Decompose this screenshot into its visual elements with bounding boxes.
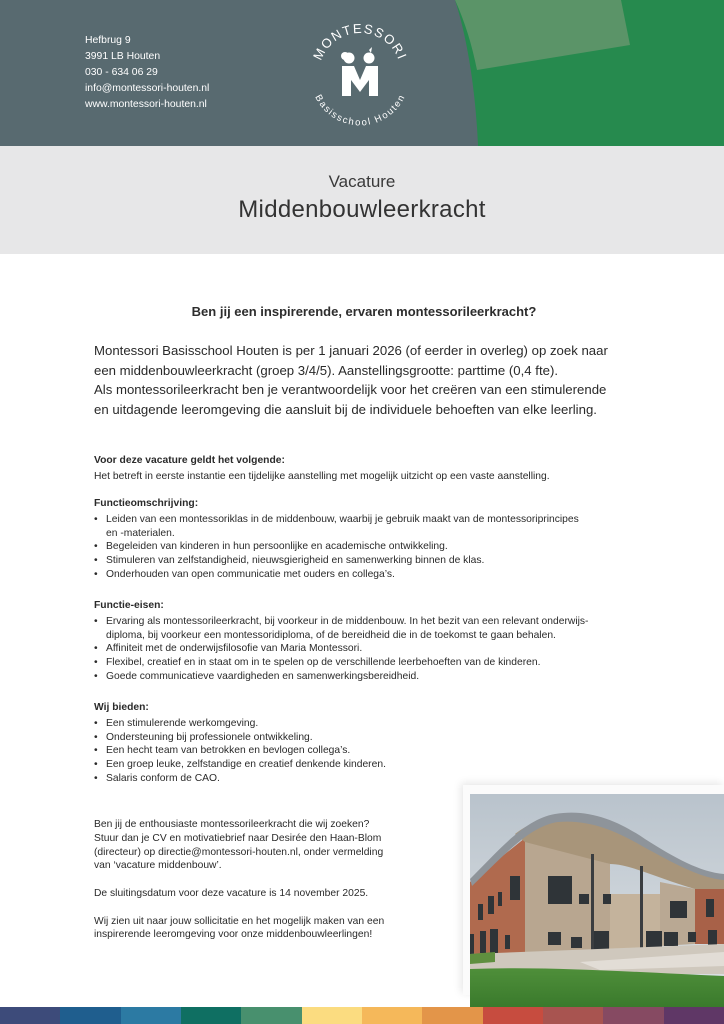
list-item: • Onderhouden van open communicatie met ouders en collega’s. bbox=[94, 568, 654, 582]
color-swatch bbox=[543, 1007, 603, 1024]
list-item: • Stimuleren van zelfstandigheid, nieuwsgierigheid en samenwerking binnen de klas. bbox=[94, 554, 654, 568]
address-phone[interactable]: 030 - 634 06 29 bbox=[85, 67, 158, 78]
closing-section bbox=[94, 818, 454, 956]
outro-paragraph: Wij zien uit naar jouw sollicitatie en het mogelijk maken van een inspirerende leeromgeving voor onze middenbouwleerlingen! bbox=[94, 915, 385, 941]
list-item: • Goede communicatieve vaardigheden en samenwerkingsbereidheid. bbox=[94, 670, 654, 684]
lead-heading: Ben jij een inspirerende, ervaren montessorileerkracht? bbox=[191, 304, 537, 319]
color-swatch bbox=[483, 1007, 543, 1024]
color-swatch bbox=[60, 1007, 120, 1024]
list-item: • Ervaring als montessorileerkracht, bij voorkeur in de middenbouw. In het bezit van een relevant onderwijs- diploma, bij voorkeur een montessoridiploma, of de bereidheid die in de toekomst te gaan behalen. bbox=[94, 615, 654, 643]
description-section bbox=[94, 497, 654, 582]
color-swatch bbox=[603, 1007, 663, 1024]
color-swatch bbox=[302, 1007, 362, 1024]
description-list bbox=[94, 513, 654, 582]
offer-list bbox=[94, 717, 654, 786]
apply-paragraph: Ben jij de enthousiaste montessorileerkracht die wij zoeken? Stuur dan je CV en motivatiebrief naar Desirée den Haan-Blom (directeur) op directie@montessori-houten.nl, onder vermelding van ‘vacature middenbouw’. bbox=[94, 819, 384, 872]
requirements-list bbox=[94, 615, 654, 684]
brand-color-strip bbox=[0, 1007, 724, 1024]
intro-paragraph bbox=[94, 341, 639, 419]
school-building-photo bbox=[470, 794, 724, 1007]
list-item: • Begeleiden van kinderen in hun persoonlijke en academische ontwikkeling. bbox=[94, 540, 654, 554]
color-swatch bbox=[0, 1007, 60, 1024]
school-building-illustration bbox=[470, 794, 724, 1007]
color-swatch bbox=[664, 1007, 724, 1024]
section-heading: Voor deze vacature geldt het volgende: bbox=[94, 455, 285, 466]
color-swatch bbox=[241, 1007, 301, 1024]
list-item: • Een stimulerende werkomgeving. bbox=[94, 717, 654, 731]
vacancy-kicker: Vacature bbox=[328, 172, 396, 191]
list-item: • Leiden van een montessoriklas in de middenbouw, waarbij je gebruik maakt van de montessoriprincipes en -materialen. bbox=[94, 513, 654, 541]
svg-text:MONTESSORI: MONTESSORI bbox=[309, 20, 411, 63]
address-postal-city: 3991 LB Houten bbox=[85, 51, 161, 62]
list-item: • Flexibel, creatief en in staat om in te spelen op de verschillende leerbehoeften van de kinderen. bbox=[94, 656, 654, 670]
page-title: Middenbouwleerkracht bbox=[238, 196, 486, 223]
list-item: • Ondersteuning bij professionele ontwikkeling. bbox=[94, 731, 654, 745]
intro-line: en uitdagende leeromgeving die aansluit bij de individuele behoeften van elke leerling. bbox=[94, 401, 597, 417]
color-swatch bbox=[422, 1007, 482, 1024]
conditions-section bbox=[94, 454, 654, 484]
deadline-paragraph: De sluitingsdatum voor deze vacature is 14 november 2025. bbox=[94, 887, 369, 899]
svg-text:Basisschool Houten: Basisschool Houten bbox=[312, 92, 408, 129]
intro-line: een middenbouwleerkracht (groep 3/4/5). Aanstellingsgrootte: parttime (0,4 fte). bbox=[94, 362, 559, 378]
school-address bbox=[85, 33, 209, 113]
color-swatch bbox=[181, 1007, 241, 1024]
section-heading: Functie-eisen: bbox=[94, 600, 164, 611]
address-email[interactable]: info@montessori-houten.nl bbox=[85, 83, 210, 94]
offer-section bbox=[94, 701, 654, 786]
requirements-section bbox=[94, 599, 654, 684]
conditions-text: Het betreft in eerste instantie een tijdelijke aanstelling met mogelijk uitzicht op een vaste aanstelling. bbox=[94, 470, 550, 482]
address-street: Hefbrug 9 bbox=[85, 35, 131, 46]
list-item: • Een hecht team van betrokken en bevlogen collega’s. bbox=[94, 744, 654, 758]
section-heading: Wij bieden: bbox=[94, 702, 149, 713]
intro-line: Als montessorileerkracht ben je verantwoordelijk voor het creëren van een stimulerende bbox=[94, 382, 607, 397]
intro-line: Montessori Basisschool Houten is per 1 januari 2026 (of eerder in overleg) op zoek naar bbox=[94, 343, 608, 358]
list-item: • Salaris conform de CAO. bbox=[94, 772, 654, 786]
two-children-m-logo-icon bbox=[305, 14, 415, 129]
letterhead-header bbox=[0, 0, 724, 146]
list-item: • Affiniteit met de onderwijsfilosofie van Maria Montessori. bbox=[94, 642, 654, 656]
section-heading: Functieomschrijving: bbox=[94, 498, 199, 509]
montessori-logo bbox=[305, 14, 415, 129]
color-swatch bbox=[121, 1007, 181, 1024]
title-band bbox=[0, 146, 724, 254]
list-item: • Een groep leuke, zelfstandige en creatief denkende kinderen. bbox=[94, 758, 654, 772]
address-website[interactable]: www.montessori-houten.nl bbox=[85, 99, 207, 110]
color-swatch bbox=[362, 1007, 422, 1024]
